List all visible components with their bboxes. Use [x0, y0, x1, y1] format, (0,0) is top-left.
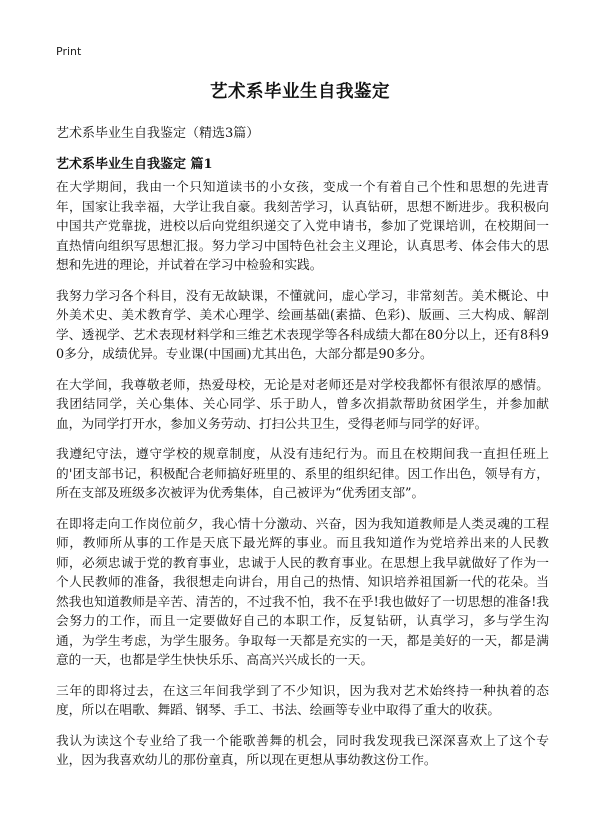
- paragraph: 我努力学习各个科目，没有无故缺课，不懂就问，虚心学习，非常刻苦。美术概论、中外美术史、美术教育学、美术心理学、绘画基础(素描、色彩)、版画、三大构成、解剖学、透视学、艺术表现材料学和三维艺术表现学等各科成绩大都在80分以上，还有8科90多分，成绩优异。专业课(中国画)尤其出色，大部分都是90多分。: [56, 287, 549, 361]
- paragraph: 在大学期间，我由一个只知道读书的小女孩，变成一个有着自己个性和思想的先进青年，国家让我幸福，大学让我自豪。我刻苦学习，认真钻研，思想不断进步。我积极向中国共产党靠拢，进校以后向党组织递交了入党申请书，参加了党课培训，在校期间一直热情向组织写思想汇报。努力学习中国特色社会主义理论，认真思考、体会伟大的思想和先进的理论，并试着在学习中检验和实践。: [56, 179, 549, 272]
- paragraph: 在大学间，我尊敬老师，热爱母校，无论是对老师还是对学校我都怀有很浓厚的感情。我团结同学，关心集体、关心同学、乐于助人，曾多次捐款帮助贫困学生，并参加献血，为同学打开水，参加义务劳动、打扫公共卫生，受得老师与同学的好评。: [56, 376, 549, 431]
- print-link[interactable]: Print: [56, 45, 82, 58]
- paragraph: 三年的即将过去，在这三年间我学到了不少知识，因为我对艺术始终持一种执着的态度，所以在唱歌、舞蹈、钢琴、手工、书法、绘画等专业中取得了重大的收获。: [56, 682, 549, 717]
- paragraph: 我认为读这个专业给了我一个能歌善舞的机会，同时我发现我已深深喜欢上了这个专业，因为我喜欢幼儿的那份童真，所以现在更想从事幼教这份工作。: [56, 732, 549, 767]
- document-title: 艺术系毕业生自我鉴定: [210, 82, 390, 102]
- paragraph: 我遵纪守法，遵守学校的规章制度，从没有违纪行为。而且在校期间我一直担任班上的'团支部书记，积极配合老师搞好班里的、系里的组织纪律。因工作出色，领导有方，所在支部及班级多次被评为优秀集体，自己被评为“优秀团支部”。: [56, 446, 549, 500]
- article-body: [56, 177, 549, 781]
- paragraph: 在即将走向工作岗位前夕，我心情十分激动、兴奋，因为我知道教师是人类灵魂的工程师，教师所从事的工作是天底下最光辉的事业。而且我知道作为党培养出来的人民教师，必须忠诚于党的教育事业，忠诚于人民的教育事业。在思想上我早就做好了作为一个人民教师的准备，我很想走向讲台，用自己的热情、知识培养祖国新一代的花朵。当然我也知道教师是辛苦、清苦的，不过我不怕，我不在乎!我也做好了一切思想的准备!我会努力的工作，而且一定要做好自己的本职工作，反复钻研，认真学习，多与学生沟通，为学生考虑，为学生服务。争取每一天都是充实的一天，都是美好的一天，都是满意的一天，也都是学生快快乐乐、高高兴兴成长的一天。: [56, 515, 549, 667]
- document-subtitle: 艺术系毕业生自我鉴定（精选3篇）: [56, 126, 260, 141]
- section-heading: 艺术系毕业生自我鉴定 篇1: [56, 157, 213, 172]
